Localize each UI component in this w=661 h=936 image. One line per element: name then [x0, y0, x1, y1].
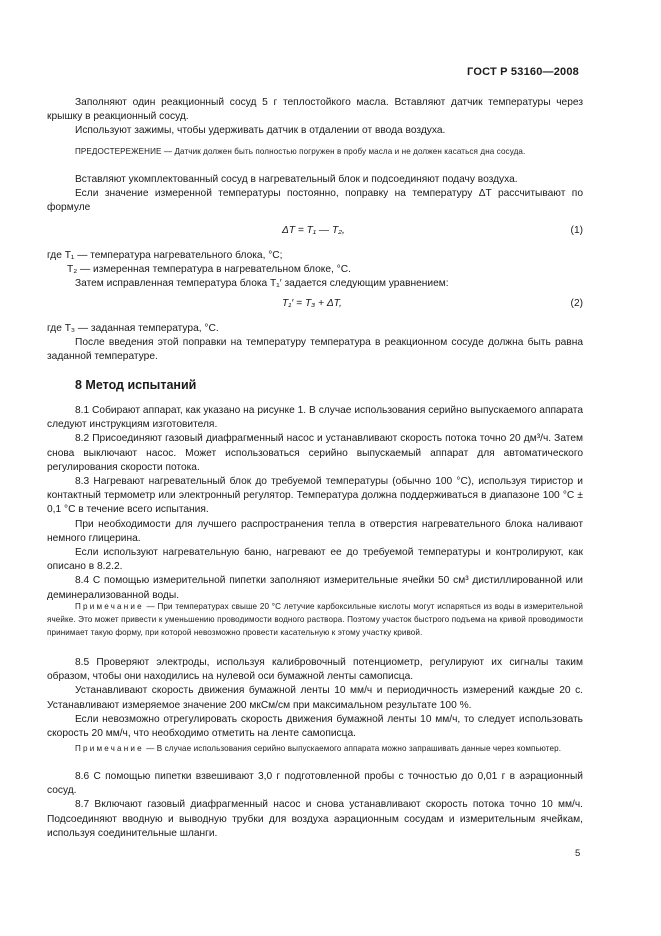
after-correction-block: [47, 336, 583, 364]
note-1-label: Примечание: [75, 602, 144, 611]
where-t2: T₂ — измеренная температура в нагревательном блоке, °С.: [67, 264, 351, 275]
paragraph-insert-vessel: Вставляют укомплектованный сосуд в нагревательный блок и подсоединяют подачу воздуха.: [75, 174, 518, 185]
clause-8-5-alt-speed: Если невозможно отрегулировать скорость движения бумажной ленты 10 мм/ч, то следует использовать скорость 20 мм/ч, что необходимо отметить на ленте самописца.: [47, 713, 583, 740]
standard-header: ГОСТ Р 53160—2008: [467, 66, 579, 78]
where-t3: где T₃ — заданная температура, °С.: [47, 323, 219, 334]
paragraph-after-correction: После введения этой поправки на температуру температура в реакционном сосуде должна быть равна заданной температуре.: [47, 337, 583, 363]
note-2: [47, 743, 583, 756]
note-1: [47, 601, 583, 639]
intro-block: [47, 96, 583, 139]
clause-8-4: 8.4 С помощью измерительной пипетки заполняют измерительные ячейки 50 см³ дистиллированной или деминерализованной воды.: [47, 575, 583, 601]
note-1-text: — При температурах свыше 20 °С летучие карбоксильные кислоты могут испаряться из воды в измерительной ячейке. Это может привести к уменьшению проводимости водного раствора. Поэтому участок быстрого подъема на кривой проводимости принимает такую форму, при которой невозможно провести касательную к этому участку кривой.: [47, 602, 583, 637]
clause-8-3: 8.3 Нагревают нагревательный блок до требуемой температуры (обычно 100 °С), используя тиристор и контактный термометр или электронный регулятор. Температура должна поддерживаться в диапазоне 100 °С ± 0,1 °С в течение всего испытания.: [47, 476, 583, 516]
note-2-text: — В случае использования серийно выпускаемого аппарата можно запрашивать данные через компьютер.: [143, 744, 562, 753]
correction-block: [47, 173, 583, 216]
page-number: 5: [575, 848, 581, 859]
formula-2: [47, 298, 583, 314]
corrected-temp-block: [47, 277, 583, 291]
section-heading: 8 Метод испытаний: [75, 378, 197, 392]
note-2-block: [47, 743, 583, 756]
clause-8-1: 8.1 Собирают аппарат, как указано на рисунке 1. В случае использования серийно выпускаемого аппарата следуют инструкциям изготовителя.: [47, 405, 583, 431]
note-2-label: Примечание: [75, 744, 144, 753]
clause-8-3-glycerin: При необходимости для лучшего распространения тепла в отверстия нагревательного блока наливают немного глицерина.: [47, 518, 583, 544]
clause-8-3-bath: Если используют нагревательную баню, нагревают ее до требуемой температуры и контролируют, как описано в 8.2.2.: [47, 547, 583, 573]
formula-2-expression: T₁′ = T₃ + ΔT,: [282, 298, 342, 309]
paragraph-fill-vessel: Заполняют один реакционный сосуд 5 г теплостойкого масла. Вставляют датчик температуры через крышку в реакционный сосуд.: [47, 97, 583, 123]
warning-text: — Датчик должен быть полностью погружен в пробу масла и не должен касаться дна сосуда.: [161, 147, 526, 156]
paragraph-correction-intro: Если значение измеренной температуры постоянно, поправку на температуру ΔT рассчитывают по формуле: [47, 188, 583, 214]
warning-block: [47, 146, 583, 159]
section-8-block-a: [47, 404, 583, 603]
section-8-block-c: [47, 770, 583, 841]
clause-8-7: 8.7 Включают газовый диафрагменный насос и снова устанавливают скорость потока точно 10 мм/ч. Подсоединяют вводную и выводную трубки для воздуха аэрационным сосудам и измерительным ячейкам, используя соединительные шланги.: [47, 799, 583, 839]
formula-1: [47, 225, 583, 241]
paragraph-clamps: Используют зажимы, чтобы удерживать датчик в отдалении от ввода воздуха.: [75, 125, 446, 137]
clause-8-6: 8.6 С помощью пипетки взвешивают 3,0 г подготовленной пробы с точностью до 0,01 г в аэрационный сосуд.: [47, 771, 583, 797]
formula-2-number: (2): [570, 298, 583, 309]
note-1-block: [47, 601, 583, 639]
clause-8-5: 8.5 Проверяют электроды, используя калибровочный потенциометр, регулируют их сигналы таким образом, чтобы они находились на нулевой оси бумажной ленты самописца.: [47, 657, 583, 683]
paragraph-corrected-temp: Затем исправленная температура блока T₁′ задается следующим уравнением:: [75, 278, 449, 289]
formula-1-number: (1): [570, 225, 583, 236]
clause-8-5-speed: Устанавливают скорость движения бумажной ленты 10 мм/ч и периодичность измерений каждые 20 с. Устанавливают измеряемое значение 200 мкСм/см при максимальном результате 100 %.: [47, 685, 583, 711]
clause-8-2: 8.2 Присоединяют газовый диафрагменный насос и устанавливают скорость потока точно 20 дм³/ч. Затем снова выключают насос. Может использоваться серийно выпускаемый аппарат для автоматического регулирования скорости потока.: [47, 433, 583, 473]
section-8-block-b: [47, 656, 583, 741]
warning-label: ПРЕДОСТЕРЕЖЕНИЕ: [75, 147, 162, 156]
warning-paragraph: [47, 146, 583, 159]
where-t1: где T₁ — температура нагревательного блока, °С;: [47, 250, 283, 261]
formula-1-expression: ΔT = T₁ — T₂,: [282, 225, 345, 236]
